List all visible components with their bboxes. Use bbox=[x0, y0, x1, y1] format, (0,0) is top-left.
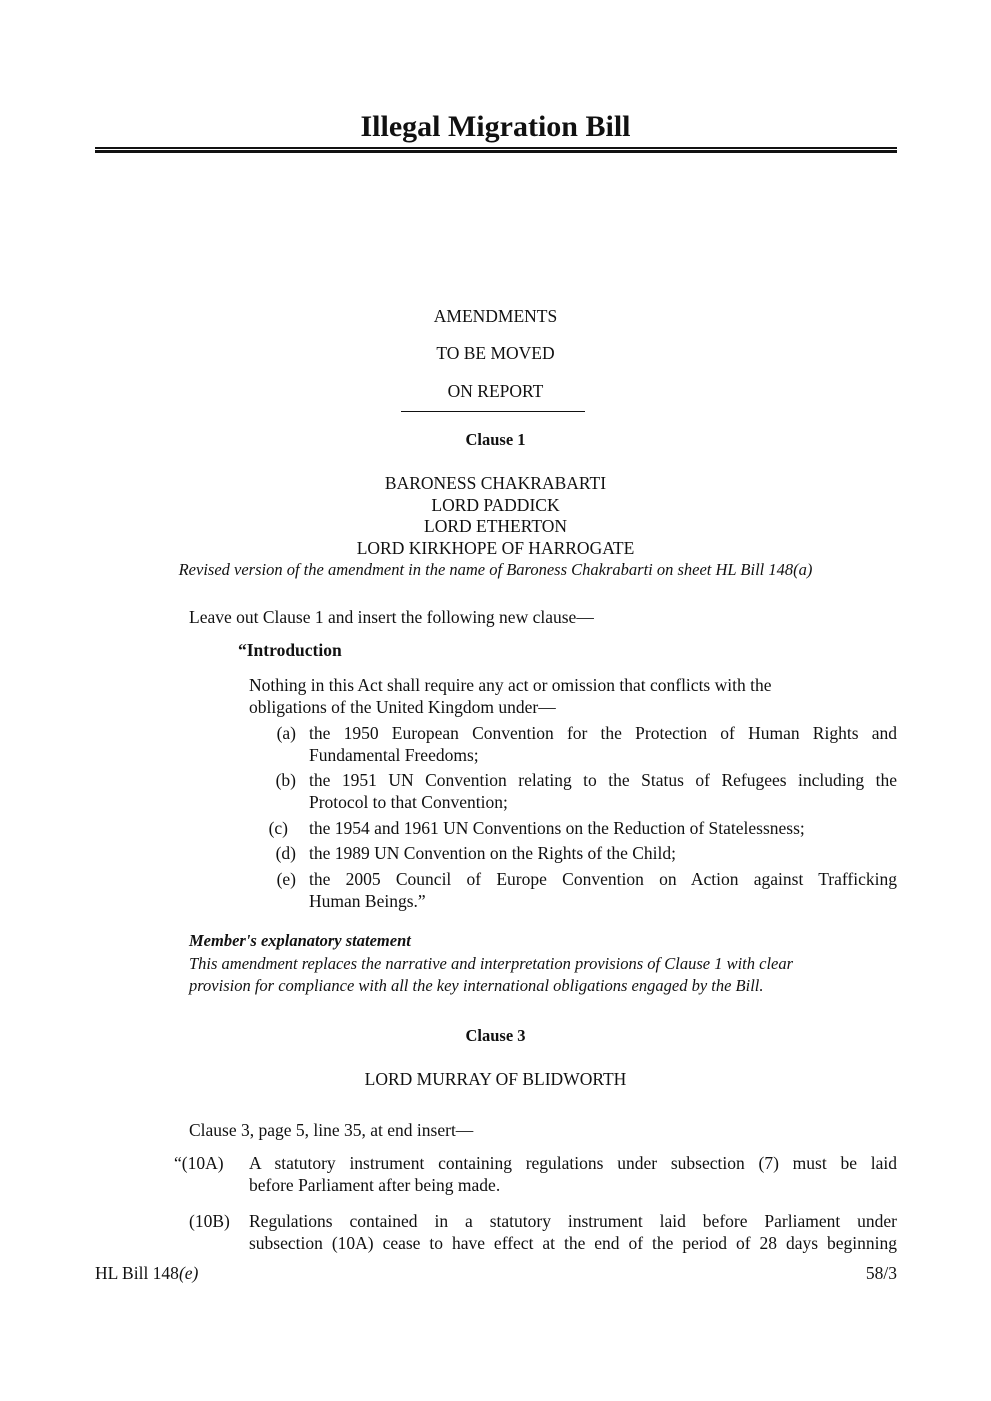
statement-text: provision for compliance with all the key international obligations engaged by the Bill. bbox=[189, 976, 764, 995]
member-name: LORD PADDICK bbox=[431, 495, 560, 515]
item-label: (10B) bbox=[189, 1211, 230, 1231]
member-name: LORD KIRKHOPE OF HARROGATE bbox=[356, 538, 635, 558]
title-rule-top bbox=[95, 147, 897, 149]
clause1-title: Clause 1 bbox=[465, 430, 526, 449]
bill-suffix: (e) bbox=[178, 1263, 199, 1283]
bill-number: HL Bill 148 bbox=[95, 1263, 179, 1283]
item-text: Human Beings.” bbox=[309, 891, 426, 911]
item-label: “(10A) bbox=[174, 1153, 224, 1173]
footer-bill-number bbox=[95, 1262, 198, 1284]
heading-on-report: ON REPORT bbox=[447, 381, 544, 401]
item-label: (b) bbox=[275, 770, 296, 790]
statement-title: Member's explanatory statement bbox=[189, 931, 411, 950]
page-title: Illegal Migration Bill bbox=[360, 110, 631, 143]
item-text: the 2005 Council of Europe Convention on Action against Trafficking bbox=[309, 869, 897, 889]
item-text: the 1989 UN Convention on the Rights of the Child; bbox=[309, 843, 676, 863]
intro-text: Nothing in this Act shall require any act or omission that conflicts with the bbox=[249, 675, 772, 695]
member-name: LORD MURRAY OF BLIDWORTH bbox=[364, 1069, 627, 1089]
item-text: subsection (10A) cease to have effect at the end of the period of 28 days beginning bbox=[249, 1233, 897, 1253]
intro-text: obligations of the United Kingdom under— bbox=[249, 697, 556, 717]
heading-amendments: AMENDMENTS bbox=[433, 306, 558, 326]
item-text: before Parliament after being made. bbox=[249, 1175, 501, 1195]
clause3-title: Clause 3 bbox=[465, 1026, 526, 1045]
item-text: the 1950 European Convention for the Protection of Human Rights and bbox=[309, 723, 897, 743]
item-text: A statutory instrument containing regulations under subsection (7) must be laid bbox=[249, 1153, 897, 1173]
clause1-instruction: Leave out Clause 1 and insert the following new clause— bbox=[189, 607, 594, 627]
item-text: the 1951 UN Convention relating to the Status of Refugees including the bbox=[309, 770, 897, 790]
revision-note: Revised version of the amendment in the name of Baroness Chakrabarti on sheet HL Bill 148(a) bbox=[178, 560, 813, 579]
item-text: Protocol to that Convention; bbox=[309, 792, 508, 812]
item-label: (d) bbox=[275, 843, 296, 863]
member-name: LORD ETHERTON bbox=[424, 516, 567, 536]
clause3-instruction: Clause 3, page 5, line 35, at end insert— bbox=[189, 1120, 474, 1140]
heading-rule bbox=[401, 411, 585, 412]
item-label: (e) bbox=[276, 869, 296, 889]
item-label: (a) bbox=[276, 723, 296, 743]
heading-to-be-moved: TO BE MOVED bbox=[436, 343, 555, 363]
item-label: (c) bbox=[268, 818, 288, 838]
new-clause-title: “Introduction bbox=[238, 640, 342, 660]
footer-page-number: 58/3 bbox=[865, 1263, 897, 1283]
item-text: Fundamental Freedoms; bbox=[309, 745, 479, 765]
member-name: BARONESS CHAKRABARTI bbox=[384, 473, 607, 493]
item-text: Regulations contained in a statutory instrument laid before Parliament under bbox=[249, 1211, 897, 1231]
statement-text: This amendment replaces the narrative and interpretation provisions of Clause 1 with clear bbox=[189, 954, 794, 973]
title-rule-bottom bbox=[95, 150, 897, 153]
item-text: the 1954 and 1961 UN Conventions on the Reduction of Statelessness; bbox=[309, 818, 805, 838]
